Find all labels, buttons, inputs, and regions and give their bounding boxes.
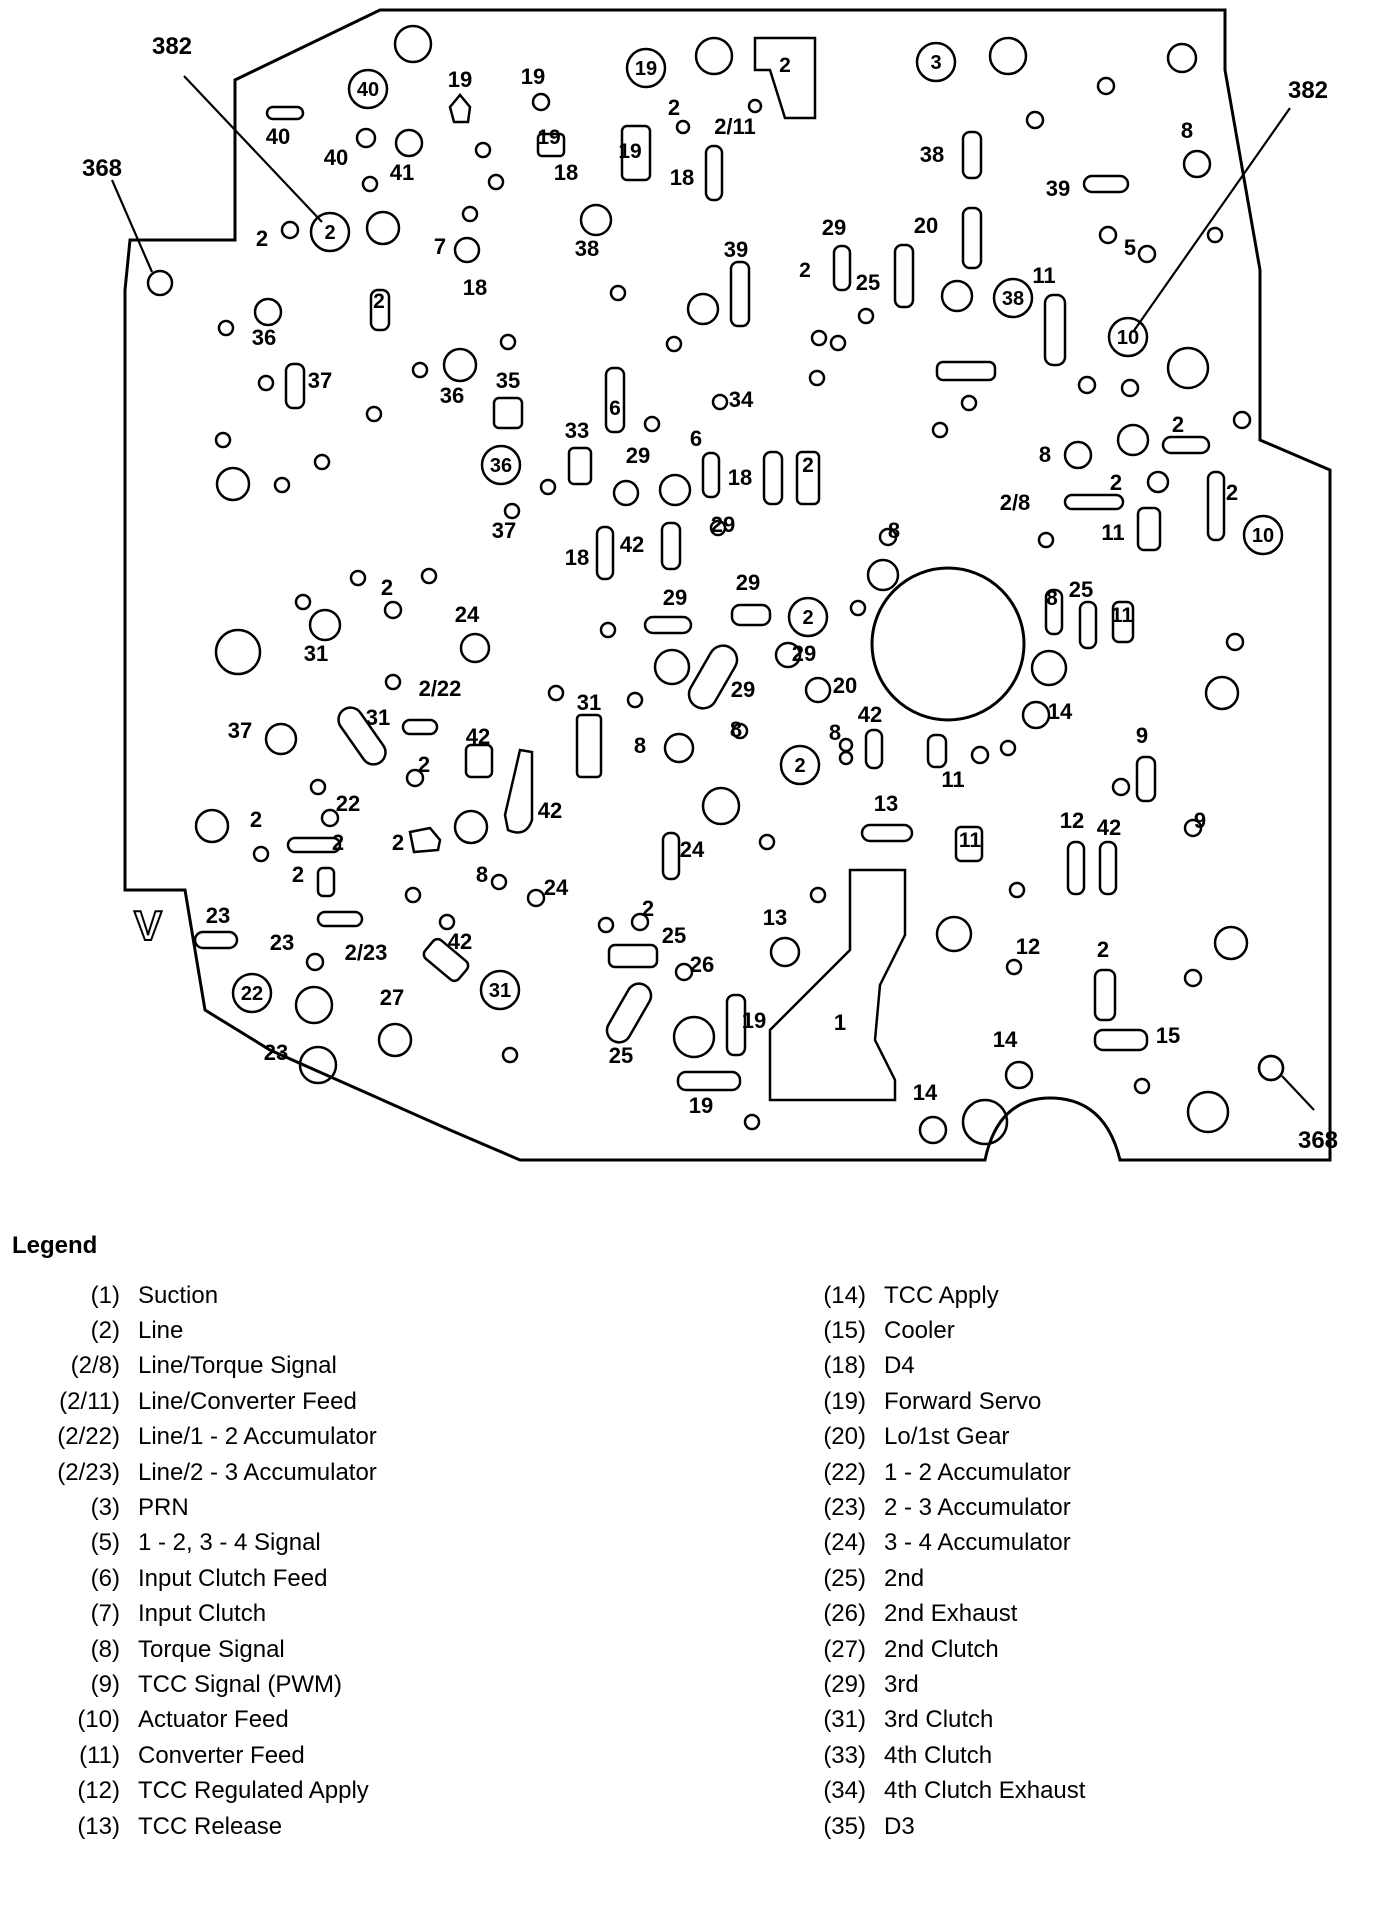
legend-label: Converter Feed <box>138 1741 305 1769</box>
boxed-port-number: 2 <box>799 259 811 282</box>
legend-row <box>790 1703 1085 1738</box>
legend-row <box>790 1349 1085 1384</box>
circled-port-number: 31 <box>488 980 512 1002</box>
legend-row <box>790 1667 1085 1702</box>
port-label: 19 <box>741 1008 767 1033</box>
legend-code: (25) <box>823 1564 866 1592</box>
port-label: 13 <box>762 905 788 930</box>
port-label: 2 <box>255 226 269 251</box>
port-label: 42 <box>447 929 473 954</box>
legend-label: Actuator Feed <box>138 1706 289 1734</box>
legend-code: (5) <box>90 1529 120 1557</box>
port-label: 36 <box>251 325 277 350</box>
circled-port-number: 2 <box>324 222 336 244</box>
legend-row <box>790 1313 1085 1348</box>
legend-row <box>20 1632 377 1667</box>
port-label: 31 <box>303 641 329 666</box>
port-label: 29 <box>821 215 847 240</box>
port-label: 23 <box>205 903 231 928</box>
port-label: 18 <box>564 545 590 570</box>
port-labels <box>206 64 1238 1118</box>
port-label: 2 <box>1225 480 1239 505</box>
port-label: 22 <box>335 791 361 816</box>
port-label: 2 <box>1171 412 1185 437</box>
legend-code: (33) <box>823 1741 866 1769</box>
port-label: 18 <box>553 160 579 185</box>
port-label: 29 <box>791 641 817 666</box>
legend-row <box>20 1738 377 1773</box>
legend-code: (1) <box>90 1281 120 1309</box>
port-label: 2 <box>641 896 655 921</box>
legend-label: Forward Servo <box>884 1387 1042 1415</box>
legend-code: (15) <box>823 1317 866 1345</box>
circled-port-label <box>311 213 349 251</box>
port-label: 23 <box>263 1040 289 1065</box>
port-label: 42 <box>619 532 645 557</box>
port-label: 2 <box>1096 937 1110 962</box>
port-label: 40 <box>265 124 291 149</box>
port-label: 14 <box>1047 699 1073 724</box>
legend-row <box>790 1773 1085 1808</box>
legend-label: 4th Clutch <box>884 1741 993 1769</box>
port-label: 2 <box>391 830 405 855</box>
circled-port-number: 22 <box>240 983 264 1005</box>
port-label: 37 <box>307 368 333 393</box>
legend-row <box>790 1632 1085 1667</box>
port-label: 31 <box>576 690 602 715</box>
circled-port-label <box>1109 318 1147 356</box>
suction-port-label: 1 <box>833 1010 847 1035</box>
circled-port-number: 3 <box>930 52 942 74</box>
port-label: 40 <box>323 145 349 170</box>
legend-code: (2/8) <box>70 1352 120 1380</box>
port-label: 8 <box>1180 118 1194 143</box>
suction-port <box>770 870 905 1100</box>
legend-code: (27) <box>823 1635 866 1663</box>
legend-label: Line/Torque Signal <box>138 1352 337 1380</box>
legend-label: TCC Regulated Apply <box>138 1777 369 1805</box>
boxed-port-number: 19 <box>618 140 642 163</box>
callout-368-right: 368 <box>1297 1127 1339 1154</box>
port-label: 8 <box>729 717 743 742</box>
port-label: 18 <box>669 165 695 190</box>
circled-port-label <box>917 43 955 81</box>
port-label: 9 <box>1193 808 1207 833</box>
legend-label: Line <box>138 1317 184 1345</box>
legend-code: (14) <box>823 1281 866 1309</box>
legend-code: (11) <box>79 1741 120 1769</box>
circled-port-number: 10 <box>1116 327 1140 349</box>
legend-code: (35) <box>823 1812 866 1840</box>
circled-port-number: 10 <box>1251 525 1275 547</box>
port-label: 42 <box>857 702 883 727</box>
legend-code: (20) <box>823 1423 866 1451</box>
port-label: 15 <box>1155 1023 1181 1048</box>
legend-left-column <box>20 1278 377 1844</box>
legend-label: D4 <box>884 1352 915 1380</box>
legend-label: Lo/1st Gear <box>884 1423 1010 1451</box>
port-label: 29 <box>662 585 688 610</box>
legend-row <box>20 1561 377 1596</box>
port-label: 8 <box>1038 442 1052 467</box>
port-label: 9 <box>1135 723 1149 748</box>
legend-row <box>790 1455 1085 1490</box>
port-label: 39 <box>1045 176 1071 201</box>
port-label: 37 <box>227 718 253 743</box>
legend-label: Cooler <box>884 1317 955 1345</box>
circled-port-number: 38 <box>1001 288 1025 310</box>
port-label: 27 <box>379 985 405 1010</box>
callout-382-left: 382 <box>151 33 193 60</box>
port-label: 2/11 <box>714 114 756 139</box>
port-label: 19 <box>447 67 473 92</box>
port-label: 41 <box>389 160 415 185</box>
circled-port-label <box>233 974 271 1012</box>
port-label: 24 <box>679 837 705 862</box>
legend-row <box>790 1738 1085 1773</box>
legend-title: Legend <box>12 1232 98 1259</box>
port-label: 26 <box>689 952 715 977</box>
port-label: 8 <box>633 733 647 758</box>
legend-row <box>20 1526 377 1561</box>
corner-v-mark: V <box>133 902 163 949</box>
legend-row <box>790 1526 1085 1561</box>
legend-row <box>20 1455 377 1490</box>
legend-code: (18) <box>823 1352 866 1380</box>
port-label: 8 <box>828 720 842 745</box>
callout-382-right: 382 <box>1287 77 1329 104</box>
plate-holes <box>148 26 1283 1144</box>
legend-label: 3 - 4 Accumulator <box>884 1529 1071 1557</box>
legend-label: 3rd Clutch <box>884 1706 994 1734</box>
port-label: 35 <box>495 368 521 393</box>
port-label: 6 <box>689 426 703 451</box>
port-label: 18 <box>462 275 488 300</box>
legend-row <box>20 1349 377 1384</box>
legend-label: D3 <box>884 1812 915 1840</box>
legend-row <box>790 1420 1085 1455</box>
circled-port-label <box>1244 516 1282 554</box>
legend-label: Input Clutch Feed <box>138 1564 328 1592</box>
legend-row <box>790 1561 1085 1596</box>
legend-label: Line/2 - 3 Accumulator <box>138 1458 377 1486</box>
port-label: 18 <box>727 465 753 490</box>
port-label: 36 <box>439 383 465 408</box>
port-label: 24 <box>543 875 569 900</box>
circled-port-label <box>994 279 1032 317</box>
legend-label: Suction <box>138 1281 219 1309</box>
port-label: 42 <box>537 798 563 823</box>
legend-code: (19) <box>823 1387 866 1415</box>
legend-label: 1 - 2, 3 - 4 Signal <box>138 1529 321 1557</box>
legend-row <box>20 1703 377 1738</box>
legend-code: (10) <box>77 1706 120 1734</box>
port-label: 37 <box>491 518 517 543</box>
port-label: 24 <box>454 602 480 627</box>
port-label: 13 <box>873 791 899 816</box>
port-label: 23 <box>269 930 295 955</box>
circled-port-label <box>789 598 827 636</box>
legend-label: Torque Signal <box>138 1635 285 1663</box>
circled-port-number: 36 <box>489 455 513 477</box>
circled-port-label <box>627 49 665 87</box>
port-label: 25 <box>661 923 687 948</box>
port-label: 2 <box>380 575 394 600</box>
port-label: 42 <box>1096 815 1122 840</box>
boxed-port-number: 2 <box>779 54 791 77</box>
line-port-top <box>755 38 815 118</box>
port-label: 8 <box>475 862 489 887</box>
port-label: 34 <box>728 387 754 412</box>
boxed-port-number: 11 <box>958 829 982 852</box>
legend-row <box>20 1809 377 1844</box>
port-label: 29 <box>735 570 761 595</box>
legend-label: PRN <box>138 1494 189 1522</box>
legend-code: (29) <box>823 1670 866 1698</box>
legend-code: (2) <box>90 1317 120 1345</box>
port-label: 31 <box>365 705 391 730</box>
port-label: 14 <box>912 1080 938 1105</box>
legend-label: Input Clutch <box>138 1600 267 1628</box>
boxed-port-number: 8 <box>1046 587 1058 610</box>
circled-port-label <box>482 446 520 484</box>
legend-row <box>20 1313 377 1348</box>
port-label: 39 <box>723 237 749 262</box>
legend-row <box>790 1384 1085 1419</box>
legend-code: (24) <box>823 1529 866 1557</box>
legend-label: Line/1 - 2 Accumulator <box>138 1423 377 1451</box>
legend-code: (6) <box>90 1564 120 1592</box>
legend-code: (7) <box>90 1600 120 1628</box>
port-label: 7 <box>433 234 447 259</box>
legend-label: Line/Converter Feed <box>138 1387 357 1415</box>
legend-row <box>790 1597 1085 1632</box>
legend-row <box>790 1809 1085 1844</box>
legend-code: (9) <box>90 1670 120 1698</box>
port-label: 2 <box>1109 470 1123 495</box>
legend-row <box>790 1278 1085 1313</box>
legend-code: (34) <box>823 1777 866 1805</box>
legend-label: TCC Release <box>138 1812 283 1840</box>
boxed-port-number: 19 <box>537 126 561 149</box>
port-label: 38 <box>574 236 600 261</box>
legend-label: 2nd Exhaust <box>884 1600 1018 1628</box>
port-label: 11 <box>941 767 965 792</box>
boxed-port-number: 2 <box>802 454 814 477</box>
port-label: 19 <box>688 1093 714 1118</box>
port-label: 33 <box>564 418 590 443</box>
port-label: 2 <box>291 862 305 887</box>
port-label: 29 <box>625 443 651 468</box>
legend-row <box>20 1384 377 1419</box>
legend-row <box>20 1667 377 1702</box>
port-label: 42 <box>465 724 491 749</box>
port-label: 11 <box>1101 520 1125 545</box>
plate-outline <box>125 10 1330 1160</box>
legend-label: 2nd Clutch <box>884 1635 999 1663</box>
port-label: 2/8 <box>999 490 1031 515</box>
circled-port-label <box>349 70 387 108</box>
legend-label: 1 - 2 Accumulator <box>884 1458 1071 1486</box>
legend-label: 3rd <box>884 1670 919 1698</box>
port-label: 12 <box>1015 934 1041 959</box>
circled-port-number: 19 <box>634 58 658 80</box>
port-label: 25 <box>855 270 881 295</box>
port-label: 2 <box>249 807 263 832</box>
port-label: 8 <box>887 518 901 543</box>
legend-label: TCC Signal (PWM) <box>138 1670 343 1698</box>
accumulator-bore <box>872 568 1024 720</box>
circled-port-number: 40 <box>356 79 380 101</box>
legend-right-column <box>790 1278 1085 1844</box>
legend-code: (3) <box>90 1494 120 1522</box>
circled-port-label <box>781 746 819 784</box>
port-label: 19 <box>520 64 546 89</box>
port-label: 5 <box>1123 235 1137 260</box>
legend-code: (8) <box>90 1635 120 1663</box>
legend-code: (2/23) <box>57 1458 120 1486</box>
legend-row <box>20 1597 377 1632</box>
port-label: 29 <box>710 512 736 537</box>
legend-code: (12) <box>77 1777 120 1805</box>
legend-row <box>790 1490 1085 1525</box>
circled-port-label <box>481 971 519 1009</box>
legend-label: 2nd <box>884 1564 925 1592</box>
port-label: 25 <box>1068 577 1094 602</box>
legend-code: (23) <box>823 1494 866 1522</box>
legend-code: (22) <box>823 1458 866 1486</box>
legend-row <box>20 1773 377 1808</box>
port-label: 11 <box>1032 263 1056 288</box>
port-label: 25 <box>608 1043 634 1068</box>
legend-code: (31) <box>823 1706 866 1734</box>
boxed-port-number: 2 <box>373 290 385 313</box>
circled-port-number: 2 <box>794 755 806 777</box>
legend-code: (26) <box>823 1600 866 1628</box>
port-label: 14 <box>992 1027 1018 1052</box>
legend-row <box>20 1278 377 1313</box>
legend-row <box>20 1420 377 1455</box>
boxed-port-number: 11 <box>1110 604 1134 627</box>
port-label: 20 <box>913 213 939 238</box>
port-label: 29 <box>730 677 756 702</box>
port-label: 12 <box>1059 808 1085 833</box>
legend-row <box>20 1490 377 1525</box>
legend-label: 4th Clutch Exhaust <box>884 1777 1086 1805</box>
circled-port-number: 2 <box>802 607 814 629</box>
legend-label: TCC Apply <box>884 1281 999 1309</box>
callout-368-left: 368 <box>81 155 123 182</box>
port-label: 2 <box>331 830 345 855</box>
port-label: 38 <box>919 142 945 167</box>
port-label: 2 <box>417 752 431 777</box>
port-label: 20 <box>832 673 858 698</box>
legend-code: (13) <box>77 1812 120 1840</box>
boxed-port-number: 6 <box>609 397 621 420</box>
port-label: 2/22 <box>418 676 462 701</box>
legend-label: 2 - 3 Accumulator <box>884 1494 1071 1522</box>
port-label: 2/23 <box>344 940 388 965</box>
legend-code: (2/22) <box>57 1423 120 1451</box>
circled-port-labels <box>233 43 1282 1012</box>
legend-code: (2/11) <box>59 1387 120 1415</box>
port-label: 2 <box>667 95 681 120</box>
